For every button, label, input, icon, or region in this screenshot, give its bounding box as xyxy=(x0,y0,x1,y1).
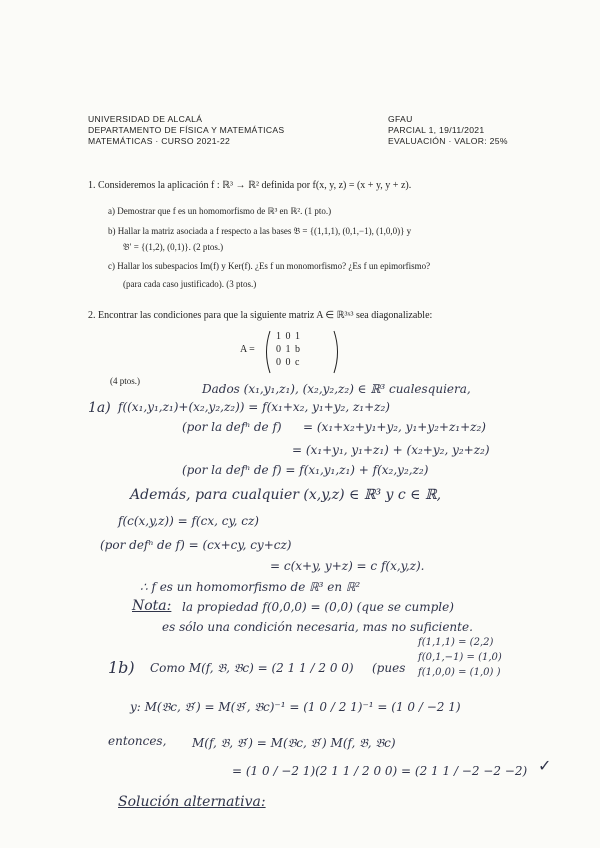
matrix-row-3: 0 0 c xyxy=(276,357,301,368)
hw-line-split: = (x₁+y₁, y₁+z₁) + (x₂+y₂, y₂+z₂) xyxy=(292,443,490,457)
hw-label-1b: 1b) xyxy=(108,658,135,677)
problem-2-points: (4 ptos.) xyxy=(110,376,140,386)
hw-nota-label: Nota: xyxy=(132,598,172,614)
exam-title: PARCIAL 1, 19/11/2021 xyxy=(388,125,485,135)
hw-line-change-basis: y: M(𝔅c, 𝔅′) = M(𝔅′, 𝔅c)⁻¹ = (1 0 / 2 1)⁻¹ = (1 0 / −2 1) xyxy=(130,700,461,714)
hw-line-ademas: Además, para cualquier (x,y,z) ∈ ℝ³ y c ∈ ℝ, xyxy=(130,487,442,503)
matrix-right-paren xyxy=(334,331,338,373)
hw-line-sum: f((x₁,y₁,z₁)+(x₂,y₂,z₂)) = f(x₁+x₂, y₁+y₂, z₁+z₂) xyxy=(118,400,390,414)
hw-nota-line1: la propiedad f(0,0,0) = (0,0) (que se cumple) xyxy=(182,600,454,614)
problem-1b-line1: b) Hallar la matriz asociada a f respecto a las bases 𝔅 = {(1,1,1), (0,1,−1), (1,0,0)} y xyxy=(108,226,412,236)
hw-line-given: Dados (x₁,y₁,z₁), (x₂,y₂,z₂) ∈ ℝ³ cualesquiera, xyxy=(202,382,471,396)
group-code: GFAU xyxy=(388,114,413,124)
hw-line-product: M(f, 𝔅, 𝔅′) = M(𝔅c, 𝔅′) M(f, 𝔅, 𝔅c) xyxy=(192,736,396,750)
problem-2-statement: 2. Encontrar las condiciones para que la siguiente matriz A ∈ ℝ³ˣ³ sea diagonalizable: xyxy=(88,310,433,321)
matrix-row-2: 0 1 b xyxy=(276,344,301,355)
hw-line-scalar: f(c(x,y,z)) = f(cx, cy, cz) xyxy=(118,514,259,528)
matrix-label: A = xyxy=(240,344,255,355)
problem-1c-line2: (para cada caso justificado). (3 ptos.) xyxy=(123,279,257,289)
hw-line-expand: = (x₁+x₂+y₁+y₂, y₁+y₂+z₁+z₂) xyxy=(303,420,486,434)
hw-line-def1: (por la defⁿ de f) xyxy=(182,420,282,434)
department-name: DEPARTAMENTO DE FÍSICA Y MATEMÁTICAS xyxy=(88,125,285,135)
problem-1a: a) Demostrar que f es un homomorfismo de ℝ³ en ℝ². (1 pto.) xyxy=(108,206,332,216)
matrix-a xyxy=(262,329,342,375)
check-mark-icon: ✓ xyxy=(538,758,552,775)
problem-1-statement: 1. Consideremos la aplicación f : ℝ³ → ℝ² definida por f(x, y, z) = (x + y, y + z). xyxy=(88,180,412,191)
evaluation-value: EVALUACIÓN · VALOR: 25% xyxy=(388,136,508,146)
problem-1c-line1: c) Hallar los subespacios Im(f) y Ker(f). ¿Es f un monomorfismo? ¿Es f un epimorfismo? xyxy=(108,261,431,271)
hw-nota-line2: es sólo una condición necesaria, mas no suficiente. xyxy=(162,620,473,634)
hw-case-1: f(1,1,1) = (2,2) xyxy=(418,637,494,648)
hw-case-3: f(1,0,0) = (1,0) ) xyxy=(418,667,501,678)
hw-line-def2: (por defⁿ de f) = (cx+cy, cy+cz) xyxy=(100,538,292,552)
hw-line-result: = (1 0 / −2 1)(2 1 1 / 2 0 0) = (2 1 1 / −2 −2 −2) xyxy=(232,764,528,778)
hw-line-pues: (pues xyxy=(372,661,406,675)
hw-line-homogeneity: = c(x+y, y+z) = c f(x,y,z). xyxy=(270,559,425,573)
hw-line-entonces: entonces, xyxy=(108,734,167,748)
hw-alternative-solution: Solución alternativa: xyxy=(118,794,266,810)
matrix-left-paren xyxy=(267,331,271,373)
problem-1b-line2: 𝔅′ = {(1,2), (0,1)}. (2 ptos.) xyxy=(123,242,224,252)
university-name: UNIVERSIDAD DE ALCALÁ xyxy=(88,114,203,124)
hw-line-conclusion: ∴ f es un homomorfismo de ℝ³ en ℝ² xyxy=(140,580,361,594)
hw-line-como: Como M(f, 𝔅, 𝔅c) = (2 1 1 / 2 0 0) xyxy=(150,661,354,675)
matrix-row-1: 1 0 1 xyxy=(276,331,301,342)
hw-line-additivity: (por la defⁿ de f) = f(x₁,y₁,z₁) + f(x₂,y₂,z₂) xyxy=(182,463,429,477)
hw-label-1a: 1a) xyxy=(88,400,111,416)
hw-case-2: f(0,1,−1) = (1,0) xyxy=(418,652,502,663)
course-name: MATEMÁTICAS · CURSO 2021-22 xyxy=(88,136,231,146)
